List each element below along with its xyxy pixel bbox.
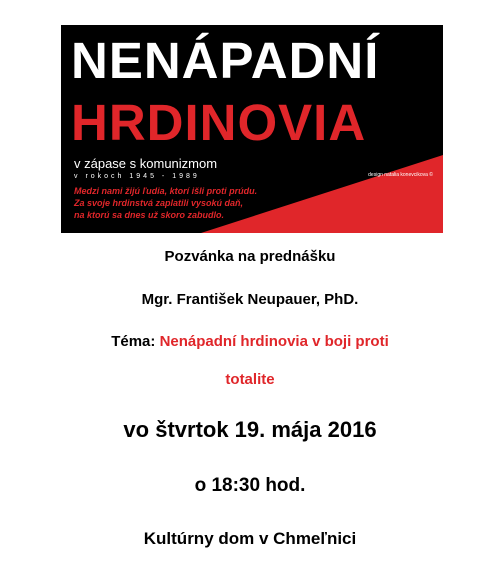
banner-title-line2: HRDINOVIA bbox=[71, 94, 367, 151]
banner-years: v rokoch 1945 - 1989 bbox=[74, 173, 200, 180]
topic-line bbox=[0, 334, 500, 349]
topic-title: Nenápadní hrdinovia v boji proti bbox=[159, 333, 389, 350]
quote-line: Medzi nami žijú ľudia, ktorí išli proti prúdu. bbox=[74, 186, 258, 196]
quote-line: na ktorú sa dnes už skoro zabudlo. bbox=[74, 210, 225, 220]
topic-label: Téma: bbox=[111, 333, 160, 350]
quote-line: Za svoje hrdinstvá zaplatili vysokú daň, bbox=[74, 198, 244, 208]
event-banner bbox=[61, 25, 443, 233]
design-credit: design natalia konevcikova © bbox=[368, 172, 433, 178]
topic-title-continued: totalite bbox=[225, 371, 275, 388]
banner-title-line1: NENÁPADNÍ bbox=[71, 32, 380, 89]
invitation-heading: Pozvánka na prednášku bbox=[164, 248, 336, 265]
banner-quote bbox=[74, 185, 257, 221]
speaker-name: Mgr. František Neupauer, PhD. bbox=[141, 291, 359, 308]
event-time: o 18:30 hod. bbox=[194, 475, 306, 496]
banner-subtitle: v zápase s komunizmom bbox=[74, 156, 218, 171]
event-venue: Kultúrny dom v Chmeľnici bbox=[143, 529, 357, 548]
event-date: vo štvrtok 19. mája 2016 bbox=[123, 417, 377, 442]
